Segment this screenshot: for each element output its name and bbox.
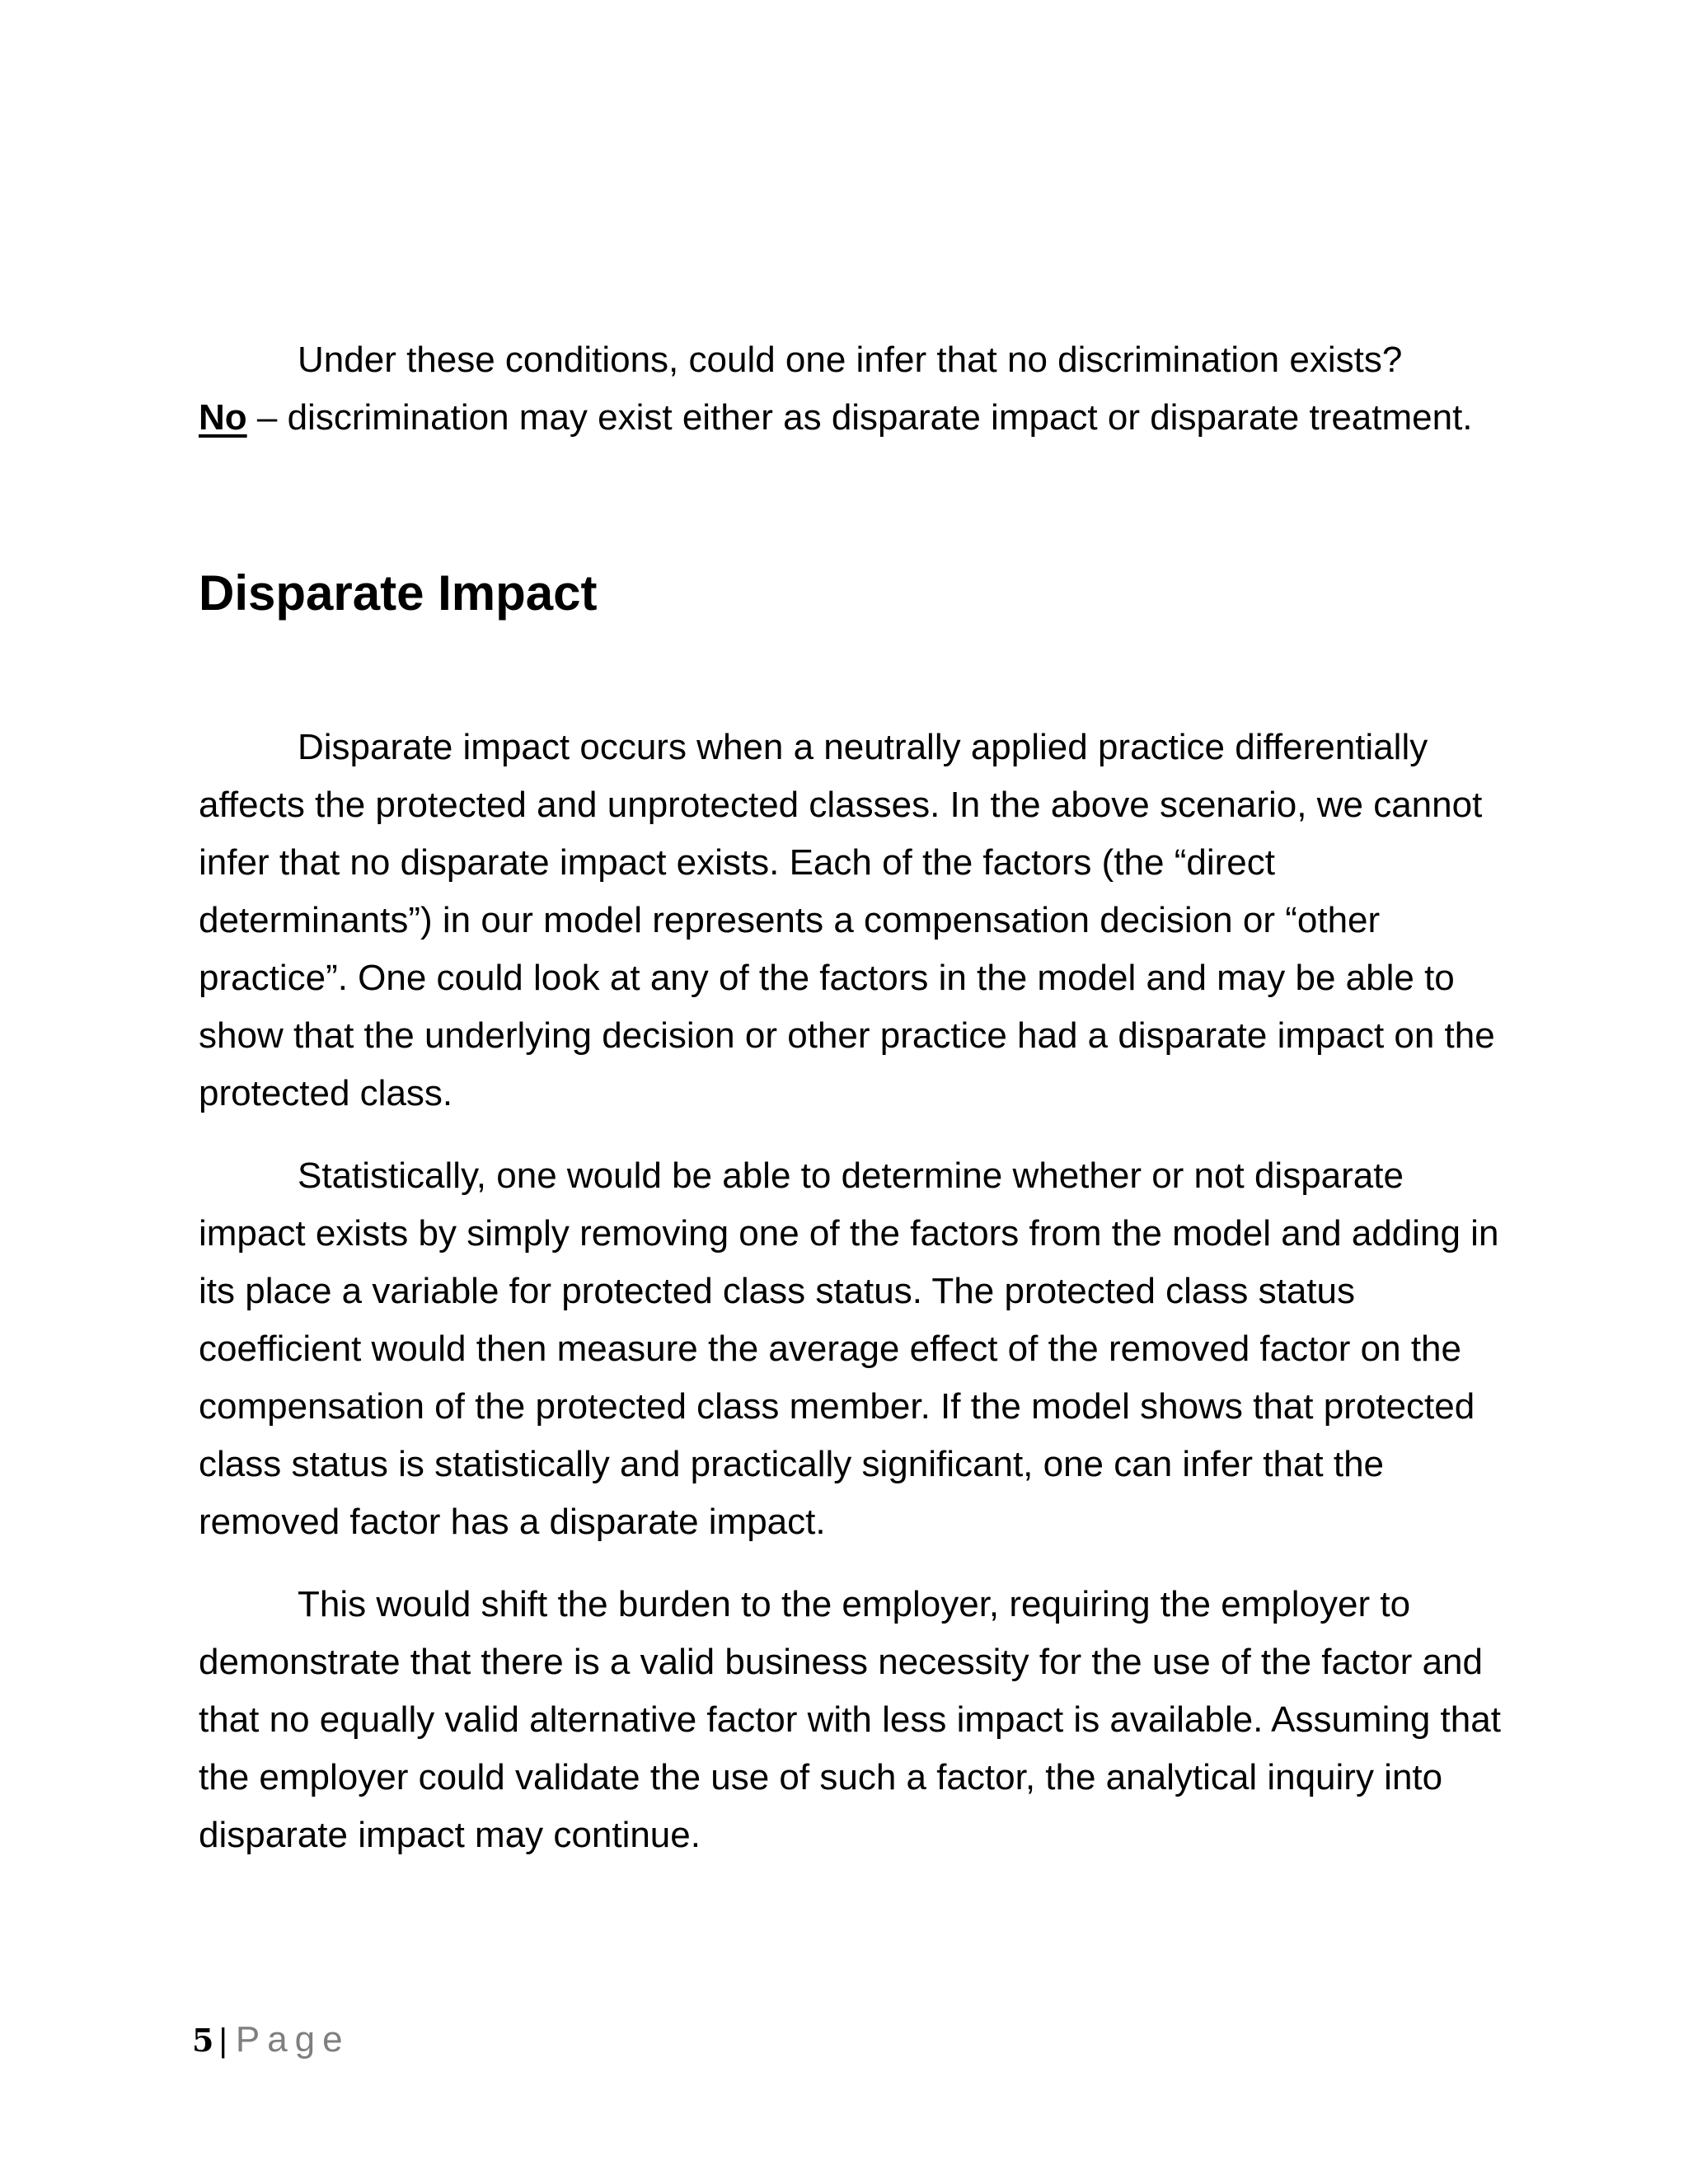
spacer <box>199 447 1501 560</box>
page-separator: | <box>218 2022 227 2059</box>
answer-no: No <box>199 397 247 438</box>
intro-answer <box>199 389 1501 447</box>
page-label: Page <box>235 2019 350 2060</box>
page-number: 5 <box>192 2022 214 2059</box>
spacer <box>199 626 1501 719</box>
answer-explanation: – discrimination may exist either as disparate impact or disparate treatment. <box>246 397 1473 438</box>
page-footer <box>192 2019 350 2069</box>
intro-question-text: Under these conditions, could one infer that no discrimination exists? <box>298 340 1403 380</box>
intro-question <box>199 331 1501 389</box>
paragraph-statistical-test: Statistically, one would be able to determine whether or not disparate impact exists by simply removing one of the factors from the model and adding in its place a variable for protected class status. The protected class status coefficient would then measure the average effect of the removed factor on the compensation of the protected class member. If the model shows that protected class status is statistically and practically significant, one can infer that the removed factor has a disparate impact. <box>199 1155 1499 1542</box>
section-heading: Disparate Impact <box>199 565 598 621</box>
paragraph-definition: Disparate impact occurs when a neutrally applied practice differentially affects the protected and unprotected classes. In the above scenario, we cannot infer that no disparate impact exists. Each of the factors (the “direct determinants”) in our model represents a compensation decision or “other practice”. One could look at any of the factors in the model and may be able to show that the underlying decision or other practice had a disparate impact on the protected class. <box>199 727 1495 1113</box>
document-body <box>199 331 1501 1864</box>
paragraph-burden-shift: This would shift the burden to the employer, requiring the employer to demonstrate that there is a valid business necessity for the use of the factor and that no equally valid alternative factor with less impact is available. Assuming that the employer could validate the use of such a factor, the analytical inquiry into disparate impact may continue. <box>199 1584 1501 1855</box>
